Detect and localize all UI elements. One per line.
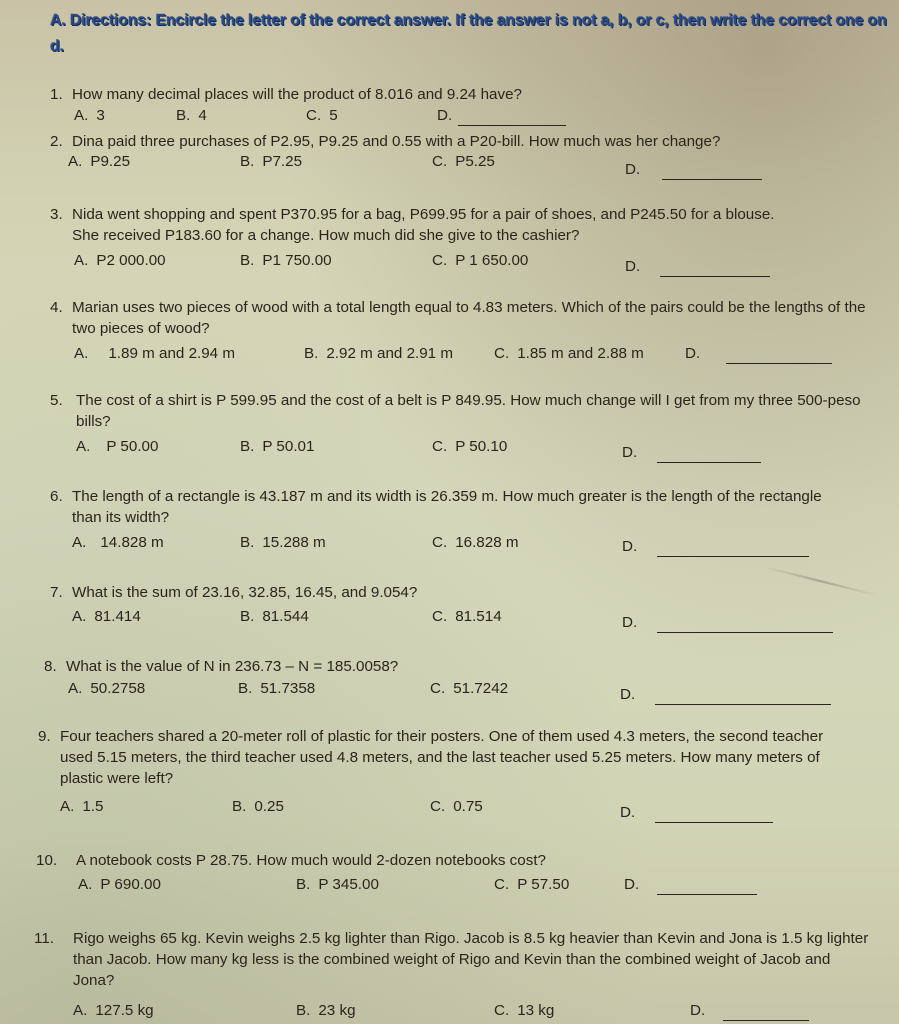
question-1 (0, 84, 899, 128)
directions (50, 8, 890, 60)
option-a[interactable]: A. P2 000.00 (74, 252, 166, 269)
answer-blank[interactable] (726, 349, 832, 364)
option-b[interactable]: B. 2.92 m and 2.91 m (304, 345, 453, 362)
option-d[interactable]: D. (625, 256, 770, 277)
options (0, 436, 899, 461)
option-a[interactable]: A. P 690.00 (78, 876, 161, 893)
option-a[interactable]: A. 81.414 (72, 608, 141, 625)
option-a[interactable]: A. 1.89 m and 2.94 m (74, 345, 235, 362)
options (0, 250, 899, 275)
question-number: 8. (44, 658, 57, 675)
option-c[interactable]: C. 13 kg (494, 1002, 555, 1019)
answer-blank[interactable] (655, 690, 831, 705)
options (0, 343, 899, 365)
option-c[interactable]: C. 5 (306, 107, 338, 124)
question-text: Rigo weighs 65 kg. Kevin weighs 2.5 kg lighter than Rigo. Jacob is 8.5 kg heavier than Kevin and Jona is 1.5 kg lighter than Jacob. How many kg less is the combined weight of Rigo and Kevin than the combined weight of Jacob and Jona? (73, 930, 869, 989)
option-c[interactable]: C. 81.514 (432, 608, 502, 625)
option-c[interactable]: C. 16.828 m (432, 534, 519, 551)
option-d[interactable]: D. (622, 536, 809, 557)
option-c[interactable]: C. P 1 650.00 (432, 252, 529, 269)
answer-blank[interactable] (657, 618, 833, 633)
option-c[interactable]: C. P 57.50 (494, 876, 570, 893)
question-number: 2. (50, 133, 63, 150)
option-a[interactable]: A. P9.25 (68, 153, 131, 170)
question-text: The cost of a shirt is P 599.95 and the cost of a belt is P 849.95. How much change will I get from my three 500-peso bills? (76, 392, 861, 430)
option-c[interactable]: C. 51.7242 (430, 680, 509, 697)
question-10 (0, 850, 899, 898)
question-8 (0, 656, 899, 704)
question-number: 4. (50, 299, 63, 316)
option-a[interactable]: A. 1.5 (60, 798, 104, 815)
options (0, 678, 899, 703)
option-b[interactable]: B. P1 750.00 (240, 252, 332, 269)
option-c[interactable]: C. 0.75 (430, 798, 483, 815)
answer-blank[interactable] (657, 542, 809, 557)
option-a[interactable]: A. 50.2758 (68, 680, 146, 697)
option-d[interactable]: D. (685, 343, 832, 364)
option-c[interactable]: C. 1.85 m and 2.88 m (494, 345, 644, 362)
question-number: 10. (36, 852, 58, 869)
options (0, 796, 899, 821)
question-text: Dina paid three purchases of P2.95, P9.25 and 0.55 with a P20-bill. How much was her change? (72, 133, 721, 150)
question-11 (0, 928, 899, 1024)
option-a[interactable]: A. 14.828 m (72, 534, 164, 551)
directions-label: A. Directions: (50, 12, 152, 29)
answer-blank[interactable] (458, 111, 566, 126)
question-text: What is the sum of 23.16, 32.85, 16.45, and 9.054? (72, 584, 418, 601)
answer-blank[interactable] (657, 880, 757, 895)
option-d[interactable]: D. (622, 612, 833, 633)
question-text: Four teachers shared a 20-meter roll of plastic for their posters. One of them used 4.3 meters, the second teacher used 5.15 meters, the third teacher used 4.8 meters, and the last teacher used 5.25 meters. How many meters of plastic were left? (60, 728, 824, 787)
option-b[interactable]: B. 51.7358 (238, 680, 316, 697)
directions-text: Encircle the letter of the correct answer. If the answer is not a, b, or c, then write the correct one on d. (50, 12, 887, 55)
options (0, 606, 899, 631)
option-b[interactable]: B. P 50.01 (240, 438, 315, 455)
question-text: Marian uses two pieces of wood with a total length equal to 4.83 meters. Which of the pairs could be the lengths of the two pieces of wood? (72, 299, 866, 337)
option-c[interactable]: C. P 50.10 (432, 438, 508, 455)
option-b[interactable]: B. 81.544 (240, 608, 309, 625)
question-number: 11. (34, 930, 54, 947)
answer-blank[interactable] (662, 165, 762, 180)
option-a[interactable]: A. 3 (74, 107, 105, 124)
options (0, 151, 899, 178)
option-d[interactable]: D. (624, 874, 757, 895)
question-number: 6. (50, 488, 63, 505)
answer-blank[interactable] (655, 808, 773, 823)
question-2 (0, 131, 899, 181)
option-b[interactable]: B. P 345.00 (296, 876, 379, 893)
question-text: What is the value of N in 236.73 – N = 185.0058? (66, 658, 399, 675)
options (0, 105, 899, 127)
question-3 (0, 204, 899, 279)
option-d[interactable]: D. (622, 442, 761, 463)
option-b[interactable]: B. 23 kg (296, 1002, 356, 1019)
question-number: 7. (50, 584, 63, 601)
option-d[interactable]: D. (620, 802, 773, 823)
question-number: 5. (50, 392, 63, 409)
option-b[interactable]: B. 4 (176, 107, 207, 124)
option-c[interactable]: C. P5.25 (432, 153, 495, 170)
option-d[interactable]: D. (690, 1000, 809, 1021)
options (0, 874, 899, 896)
question-text: How many decimal places will the product of 8.016 and 9.24 have? (72, 86, 522, 103)
option-b[interactable]: B. P7.25 (240, 153, 303, 170)
question-number: 9. (38, 728, 51, 745)
option-a[interactable]: A. 127.5 kg (73, 1002, 154, 1019)
option-b[interactable]: B. 15.288 m (240, 534, 326, 551)
question-number: 1. (50, 86, 63, 103)
option-d[interactable]: D. (437, 105, 566, 126)
question-6 (0, 486, 899, 558)
question-7 (0, 582, 899, 630)
question-5 (0, 390, 899, 462)
options (0, 1000, 899, 1022)
question-number: 3. (50, 206, 63, 223)
option-a[interactable]: A. P 50.00 (76, 438, 159, 455)
answer-blank[interactable] (657, 448, 761, 463)
question-text: Nida went shopping and spent P370.95 for a bag, P699.95 for a pair of shoes, and P245.50 for a blouse. She received P183.60 for a change. How much did she give to the cashier? (72, 206, 775, 244)
option-d[interactable]: D. (625, 159, 762, 180)
question-text: The length of a rectangle is 43.187 m and its width is 26.359 m. How much greater is the length of the rectangle than its width? (72, 488, 822, 526)
answer-blank[interactable] (660, 262, 770, 277)
answer-blank[interactable] (723, 1006, 809, 1021)
question-4 (0, 297, 899, 369)
option-d[interactable]: D. (620, 684, 831, 705)
options (0, 532, 899, 554)
option-b[interactable]: B. 0.25 (232, 798, 284, 815)
question-9 (0, 726, 899, 826)
question-text: A notebook costs P 28.75. How much would 2-dozen notebooks cost? (76, 852, 546, 869)
